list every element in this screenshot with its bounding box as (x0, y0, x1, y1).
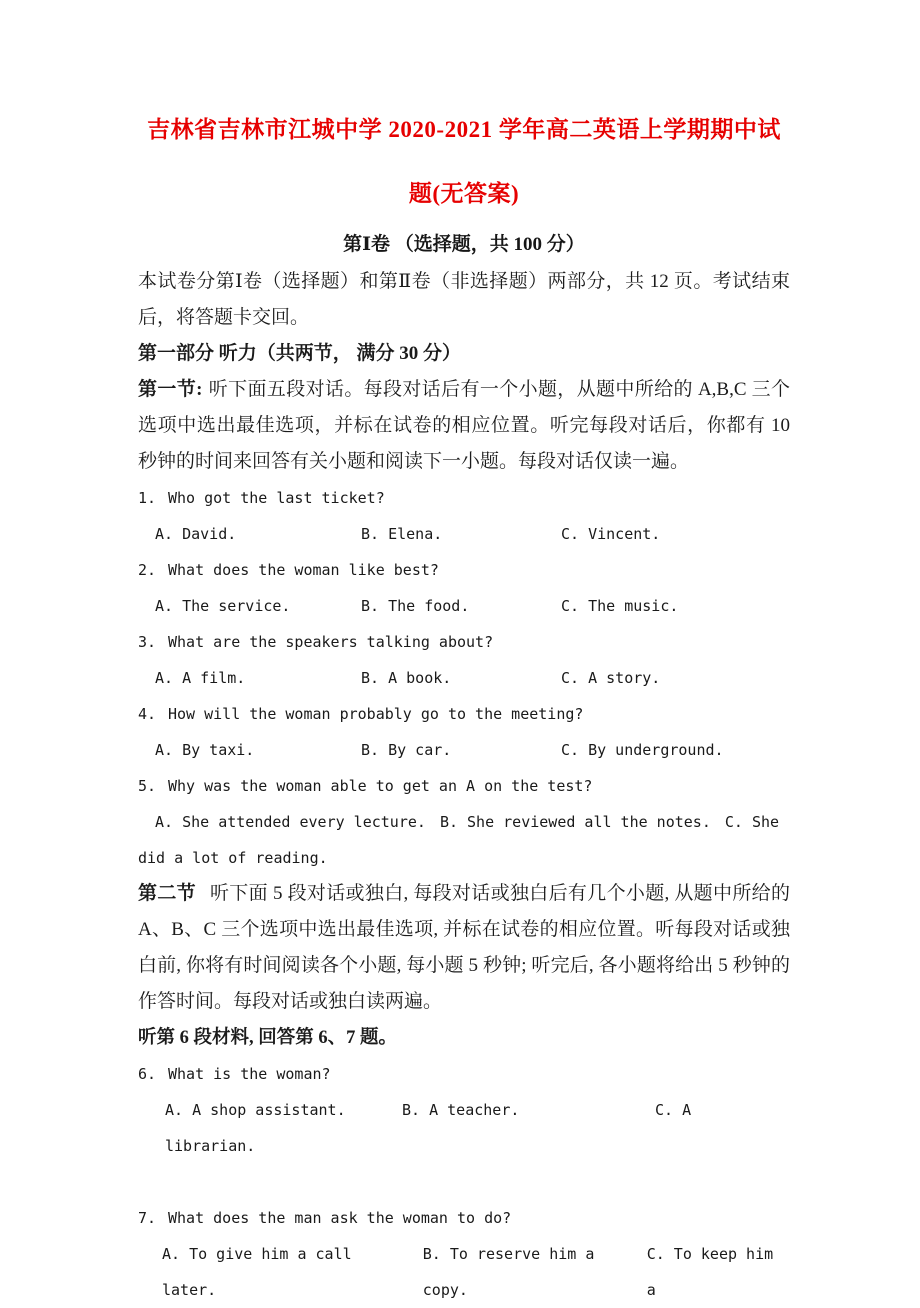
option: B. She reviewed all the notes. (439, 813, 711, 831)
option: B. A teacher. (402, 1101, 520, 1119)
option: A. By taxi. (155, 741, 255, 759)
question-text: What is the woman? (168, 1065, 331, 1083)
option: B. The food. (361, 597, 470, 615)
section2-instructions-text: 听下面 5 段对话或独白, 每段对话或独白后有几个小题, 从题中所给的 A、B、C 三个选项中选出最佳选项, 并标在试卷的相应位置。听每段对话或独白前, 你将有时间阅读各个小题, 每小题 5 秒钟; 听完后, 各小题将给出 5 秒钟的作答时间。每段对话或独白读两遍。 (138, 883, 790, 1012)
option: A. A film. (155, 669, 246, 687)
option: C. A story. (561, 669, 661, 687)
question-5-options (138, 804, 790, 876)
question-number: 6. (138, 1065, 157, 1083)
question-5 (138, 768, 790, 804)
question-6-options (138, 1092, 790, 1164)
question-2 (138, 552, 790, 588)
exam-title: 吉林省吉林市江城中学 2020-2021 学年高二英语上学期期中试题(无答案) (147, 117, 781, 206)
question-4-options (138, 732, 790, 768)
option: C. The music. (561, 597, 679, 615)
question-number: 3. (138, 633, 157, 651)
option: B. By car. (361, 741, 452, 759)
section1-instructions (138, 372, 790, 480)
volume-heading: 第Ⅰ卷 （选择题，共 100 分） (343, 234, 585, 255)
option: B. To reserve him a copy. (422, 1245, 595, 1299)
option: C. She did a lot of reading. (138, 813, 780, 867)
option: C. By underground. (561, 741, 724, 759)
option: C. Vincent. (561, 525, 661, 543)
section2-label: 第二节 (138, 883, 196, 904)
material-6-heading: 听第 6 段材料, 回答第 6、7 题。 (138, 1028, 398, 1048)
part1-heading: 第一部分 听力（共两节， 满分 30 分） (138, 343, 462, 364)
question-1-options (138, 516, 790, 552)
section2-instructions (138, 876, 790, 1020)
option: A. David. (155, 525, 237, 543)
question-text: What does the woman like best? (168, 561, 439, 579)
question-number: 7. (138, 1209, 157, 1227)
option: A. The service. (155, 597, 291, 615)
question-text: How will the woman probably go to the meeting? (168, 705, 584, 723)
question-7 (138, 1200, 790, 1236)
question-text: What does the man ask the woman to do? (168, 1209, 512, 1227)
option: A. She attended every lecture. (155, 813, 426, 831)
question-number: 5. (138, 777, 157, 795)
question-text: What are the speakers talking about? (168, 633, 494, 651)
section1-label: 第一节: (138, 379, 203, 400)
option: C. A librarian. (165, 1101, 692, 1155)
option: C. To keep him a (646, 1245, 774, 1299)
question-2-options (138, 588, 790, 624)
question-number: 2. (138, 561, 157, 579)
question-6 (138, 1056, 790, 1092)
question-number: 1. (138, 489, 157, 507)
question-3 (138, 624, 790, 660)
question-4 (138, 696, 790, 732)
section1-instructions-text: 听下面五段对话。每段对话后有一个小题，从题中所给的 A,B,C 三个选项中选出最佳选项，并标在试卷的相应位置。听完每段对话后，你都有 10 秒钟的时间来回答有关小题和阅读下一小题。每段对话仅读一遍。 (138, 379, 790, 472)
question-text: Who got the last ticket? (168, 489, 385, 507)
intro-paragraph: 本试卷分第Ⅰ卷（选择题）和第Ⅱ卷（非选择题）两部分，共 12 页。考试结束后，将答题卡交回。 (138, 271, 790, 328)
question-text: Why was the woman able to get an A on the test? (168, 777, 593, 795)
question-7-options (138, 1236, 790, 1308)
question-3-options (138, 660, 790, 696)
option: A. To give him a call later. (162, 1245, 352, 1299)
option: A. A shop assistant. (165, 1101, 346, 1119)
question-1 (138, 480, 790, 516)
option: B. A book. (361, 669, 452, 687)
question-number: 4. (138, 705, 157, 723)
option: B. Elena. (361, 525, 443, 543)
